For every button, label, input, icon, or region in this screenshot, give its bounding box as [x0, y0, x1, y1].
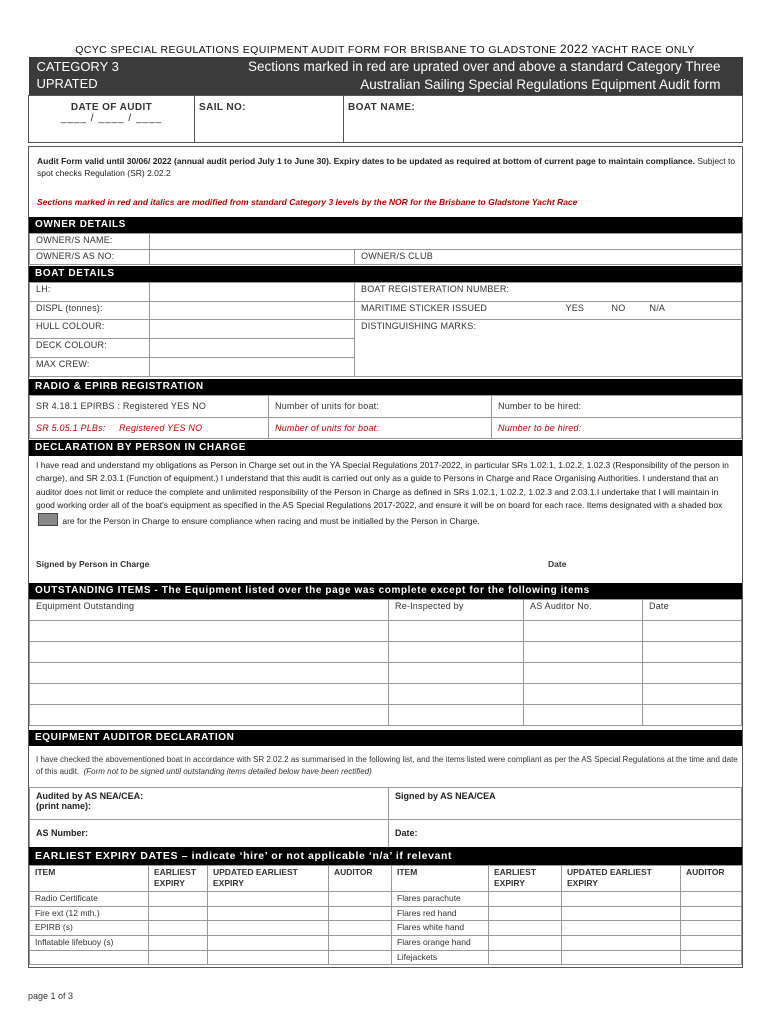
main-form — [28, 146, 743, 968]
boat-details-table — [29, 282, 742, 377]
lh-field[interactable] — [150, 283, 355, 302]
expiry-row — [30, 921, 742, 936]
epirb-registered-field[interactable]: SR 4.18.1 EPIRBS : Registered YES NO — [30, 396, 269, 418]
date-of-audit-label: DATE OF AUDIT — [70, 102, 153, 113]
lh-label: LH: — [30, 283, 150, 302]
expiry-col-item-right: ITEM — [392, 866, 489, 892]
plb-registered-options: Registered YES NO — [119, 423, 203, 433]
radio-epirb-heading: RADIO & EPIRB REGISTRATION — [29, 379, 742, 395]
expiry-cell[interactable] — [489, 951, 562, 965]
outstanding-col-equipment: Equipment Outstanding — [30, 600, 389, 621]
form-title-main: QCYC SPECIAL REGULATIONS EQUIPMENT AUDIT FORM FOR BRISBANE TO GLADSTONE — [75, 44, 557, 56]
expiry-cell[interactable] — [208, 907, 329, 921]
expiry-col-item: ITEM — [30, 866, 149, 892]
outstanding-row[interactable] — [30, 663, 742, 684]
auditor-sign-table — [29, 787, 742, 851]
sections-note — [195, 57, 743, 96]
sections-line-2: Australian Sailing Special Regulations Equipment Audit form — [360, 77, 721, 92]
expiry-cell[interactable] — [149, 951, 208, 965]
expiry-row — [30, 951, 742, 965]
expiry-item-left: EPIRB (s) — [30, 921, 149, 936]
expiry-item-right: Flares orange hand — [392, 936, 489, 951]
epirb-hire-field[interactable]: Number to be hired: — [492, 396, 742, 418]
sail-no-label: SAIL NO: — [199, 102, 246, 113]
shaded-box-sample — [38, 513, 58, 526]
max-crew-label: MAX CREW: — [30, 358, 150, 377]
category-cell — [29, 57, 195, 96]
expiry-col-updated-right-2: EXPIRY — [567, 878, 598, 888]
expiry-col-auditor-right: AUDITOR — [681, 866, 742, 892]
maritime-sticker-row — [355, 302, 742, 320]
declaration-text-1: I have read and understand my obligations as Person in Charge set out in the YA Special Regulations 2017-2022, in particular SRs 1.02.1, 1.02.2, 1.02.3 (Responsibility of the person in charge), and SR 2.03.1 (Function of equipment.) I understand that this audit is carried out only as a guide to Persons in Charge and Race Organising Authorities. I understand that an auditor does not limit or reduce the complete and unlimited responsibility of the Person in Charge as defined in SRs 1.02.1, 1.02.2, 1.02.3 and 2.03.1.I undertake that I will maintain in good working order all of the boat's equipment as specified in the AS Special Regulations 2017-2022, and ensure it will be on board for each race. Items designated with a shaded box — [36, 460, 729, 511]
expiry-col-updated-2: EXPIRY — [213, 878, 244, 888]
expiry-row — [30, 936, 742, 951]
form-title-year: 2022 — [559, 42, 589, 56]
sticker-no-option[interactable]: NO — [611, 303, 626, 313]
print-name-label: (print name): — [36, 801, 91, 811]
expiry-item-left: Fire ext (12 mth.) — [30, 907, 149, 921]
expiry-cell[interactable] — [149, 892, 208, 907]
expiry-item-right: Flares red hand — [392, 907, 489, 921]
auditor-date-field[interactable] — [389, 820, 742, 851]
boat-rego-field[interactable] — [355, 283, 742, 302]
expiry-cell[interactable] — [208, 951, 329, 965]
auditor-date-label: Date: — [395, 828, 418, 838]
outstanding-col-auditor-no: AS Auditor No. — [524, 600, 643, 621]
outstanding-col-reinspected: Re-Inspected by — [389, 600, 524, 621]
expiry-cell[interactable] — [489, 892, 562, 907]
boat-details-heading: BOAT DETAILS — [29, 266, 742, 282]
validity-notice-sub: Subject to spot checks Regulation (SR) 2.02.2 — [37, 156, 736, 178]
expiry-cell[interactable] — [329, 892, 392, 907]
sticker-yes-option[interactable]: YES — [565, 303, 585, 313]
expiry-col-auditor: AUDITOR — [329, 866, 392, 892]
outstanding-items-table — [29, 599, 742, 726]
expiry-cell[interactable] — [562, 936, 681, 951]
expiry-col-earliest-right-2: EXPIRY — [494, 878, 525, 888]
validity-notice-bold: Audit Form valid until 30/06/ 2022 (annual audit period July 1 to June 30). Expiry dates to be updated as required at bottom of current page to maintain compliance. — [37, 156, 695, 166]
expiry-cell[interactable] — [562, 921, 681, 936]
sail-no-field[interactable] — [195, 96, 344, 143]
expiry-cell[interactable] — [208, 936, 329, 951]
form-title-tail: YACHT RACE ONLY — [591, 44, 695, 56]
form-title — [0, 42, 770, 56]
sticker-na-option[interactable]: N/A — [649, 303, 666, 313]
owner-as-no-label: OWNER/S AS NO: — [30, 250, 150, 265]
expiry-cell[interactable] — [562, 907, 681, 921]
expiry-cell[interactable] — [329, 907, 392, 921]
expiry-cell[interactable] — [329, 951, 392, 965]
expiry-item-right: Flares parachute — [392, 892, 489, 907]
expiry-cell[interactable] — [562, 951, 681, 965]
auditor-declaration-text — [36, 754, 738, 777]
boat-name-label: BOAT NAME: — [348, 102, 416, 113]
expiry-item-right: Flares white hand — [392, 921, 489, 936]
displ-field[interactable] — [150, 302, 355, 320]
plb-units-field[interactable]: Number of units for boat: — [269, 418, 492, 439]
declaration-text — [36, 459, 738, 528]
deck-colour-label: DECK COLOUR: — [30, 339, 150, 358]
auditor-declaration-heading: EQUIPMENT AUDITOR DECLARATION — [29, 730, 742, 746]
epirb-units-field[interactable]: Number of units for boat: — [269, 396, 492, 418]
expiry-cell[interactable] — [149, 907, 208, 921]
declaration-heading: DECLARATION BY PERSON IN CHARGE — [29, 440, 742, 456]
category-line-1: CATEGORY 3 — [36, 59, 119, 74]
hull-colour-label: HULL COLOUR: — [30, 320, 150, 339]
expiry-col-earliest-1: EARLIEST — [154, 867, 197, 877]
expiry-row — [30, 907, 742, 921]
displ-label: DISPL (tonnes): — [30, 302, 150, 320]
sections-line-1: Sections marked in red are uprated over and above a standard Category Three — [247, 59, 721, 74]
expiry-cell[interactable] — [681, 951, 742, 965]
expiry-item-left — [30, 951, 149, 965]
expiry-cell[interactable] — [489, 921, 562, 936]
distinguishing-marks-field[interactable] — [355, 320, 742, 377]
declaration-text-2: are for the Person in Charge to ensure compliance when racing and must be initialled by the Person in Charge. — [62, 515, 480, 526]
as-number-label: AS Number: — [36, 828, 89, 838]
audited-by-field[interactable] — [30, 788, 389, 820]
expiry-col-updated-right-1: UPDATED EARLIEST — [567, 867, 652, 877]
expiry-col-earliest — [149, 866, 208, 892]
max-crew-field[interactable] — [150, 358, 355, 377]
plb-label: SR 5.05.1 PLBs: — [36, 423, 106, 433]
expiry-cell[interactable] — [149, 921, 208, 936]
expiry-item-left: Radio Certificate — [30, 892, 149, 907]
expiry-col-earliest-2: EXPIRY — [154, 878, 185, 888]
plb-registered-field[interactable] — [30, 418, 269, 439]
expiry-col-updated-1: UPDATED EARLIEST — [213, 867, 298, 877]
expiry-item-left: Inflatable lifebuoy (s) — [30, 936, 149, 951]
expiry-cell[interactable] — [208, 892, 329, 907]
maritime-sticker-label: MARITIME STICKER ISSUED — [361, 303, 488, 313]
expiry-col-earliest-right-1: EARLIEST — [494, 867, 537, 877]
distinguishing-marks-label: DISTINGUISHING MARKS: — [361, 321, 477, 331]
expiry-cell[interactable] — [562, 892, 681, 907]
expiry-cell[interactable] — [681, 921, 742, 936]
expiry-row — [30, 892, 742, 907]
owner-name-field[interactable] — [150, 234, 742, 250]
outstanding-row[interactable] — [30, 621, 742, 642]
owner-details-heading: OWNER DETAILS — [29, 217, 742, 233]
expiry-item-right: Lifejackets — [392, 951, 489, 965]
boat-name-field[interactable] — [344, 96, 743, 143]
header-table — [28, 57, 743, 143]
auditor-declaration-note: (Form not to be signed until outstanding items detailed below have been rectified) — [83, 766, 372, 776]
deck-colour-field[interactable] — [150, 339, 355, 358]
expiry-cell[interactable] — [489, 907, 562, 921]
boat-rego-label: BOAT REGISTERATION NUMBER: — [361, 284, 510, 294]
red-sections-note: Sections marked in red and italics are modified from standard Category 3 levels by the NOR for the Brisbane to Gladstone Yacht Race — [37, 197, 578, 207]
pic-signature-label[interactable]: Signed by Person in Charge — [36, 559, 150, 569]
outstanding-row[interactable] — [30, 684, 742, 705]
expiry-dates-table — [29, 865, 742, 965]
outstanding-items-heading: OUTSTANDING ITEMS - The Equipment listed over the page was complete except for the following items — [29, 583, 742, 599]
expiry-cell[interactable] — [489, 936, 562, 951]
validity-notice — [37, 155, 737, 179]
audited-by-label: Audited by AS NEA/CEA: — [36, 791, 144, 801]
expiry-cell[interactable] — [681, 936, 742, 951]
owner-as-no-field[interactable] — [150, 250, 355, 265]
expiry-cell[interactable] — [208, 921, 329, 936]
auditor-declaration-body: I have checked the abovementioned boat in accordance with SR 2.02.2 as summarised in the following list, and the items listed were compliant as per the AS Special Regulations at the time and date of this audit. — [36, 755, 738, 776]
expiry-cell[interactable] — [149, 936, 208, 951]
outstanding-row[interactable] — [30, 642, 742, 663]
expiry-cell[interactable] — [681, 892, 742, 907]
expiry-col-updated — [208, 866, 329, 892]
outstanding-col-date: Date — [643, 600, 742, 621]
expiry-cell[interactable] — [329, 936, 392, 951]
expiry-cell[interactable] — [681, 907, 742, 921]
date-of-audit-blanks: ____ / ____ / ____ — [60, 113, 163, 124]
expiry-cell[interactable] — [329, 921, 392, 936]
owner-name-label: OWNER/S NAME: — [30, 234, 150, 250]
expiry-col-earliest-right — [489, 866, 562, 892]
auditor-signature-field[interactable] — [389, 788, 742, 820]
page-number: page 1 of 3 — [28, 991, 74, 1001]
owner-club-label[interactable]: OWNER/S CLUB — [355, 250, 742, 265]
plb-hire-field[interactable]: Number to be hired: — [492, 418, 742, 439]
owner-details-table — [29, 233, 742, 265]
radio-epirb-table — [29, 395, 742, 439]
outstanding-row[interactable] — [30, 705, 742, 726]
pic-date-label[interactable]: Date — [548, 559, 567, 569]
expiry-dates-heading: EARLIEST EXPIRY DATES – indicate ‘hire’ or not applicable ‘n/a’ if relevant — [29, 847, 742, 865]
as-number-field[interactable] — [30, 820, 389, 851]
date-of-audit-field[interactable] — [29, 96, 195, 143]
auditor-signature-label: Signed by AS NEA/CEA — [395, 791, 496, 801]
category-line-2: UPRATED — [36, 76, 98, 91]
hull-colour-field[interactable] — [150, 320, 355, 339]
expiry-col-updated-right — [562, 866, 681, 892]
